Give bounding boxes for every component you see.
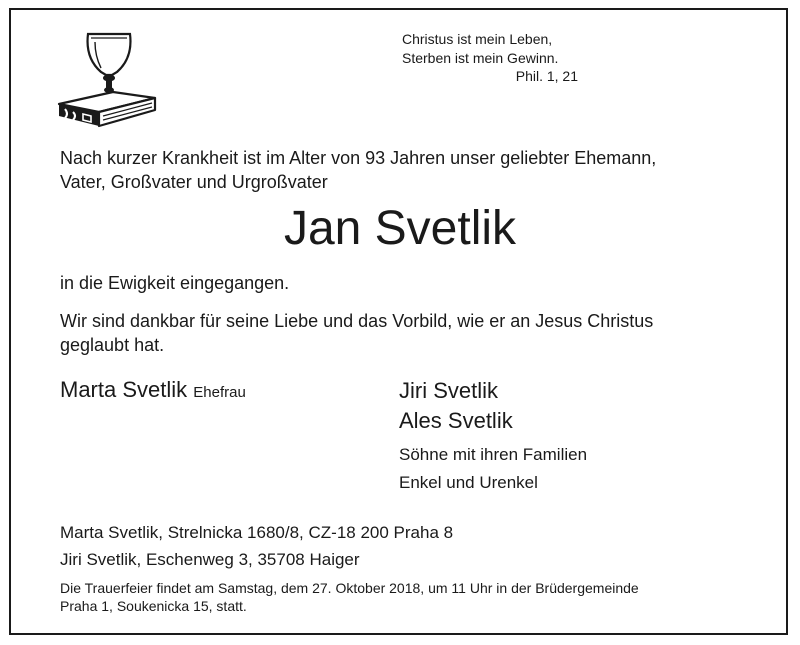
intro-text: [60, 146, 750, 194]
thanks-text: [60, 309, 750, 357]
service-line-1: Die Trauerfeier findet am Samstag, dem 27. Oktober 2018, um 11 Uhr in der Brüdergemeinde: [60, 580, 639, 596]
service-line-2: Praha 1, Soukenicka 15, statt.: [60, 598, 247, 614]
verse-reference: Phil. 1, 21: [515, 68, 578, 84]
funeral-service-info: [60, 579, 750, 615]
son-name-1: Jiri Svetlik: [399, 378, 499, 403]
bible-verse: [402, 30, 558, 68]
wife-role: Ehefrau: [193, 384, 246, 401]
verse-line-2: Sterben ist mein Gewinn.: [402, 50, 559, 66]
intro-line-2: Vater, Großvater und Urgroßvater: [60, 172, 328, 192]
intro-line-1: Nach kurzer Krankheit ist im Alter von 93 Jahren unser geliebter Ehemann,: [60, 148, 657, 168]
mourner-wife: [60, 376, 246, 407]
verse-line-1: Christus ist mein Leben,: [402, 31, 553, 47]
grandchildren: Enkel und Urenkel: [399, 473, 538, 492]
chalice-on-book-icon: [55, 28, 160, 128]
family-roles: [399, 441, 587, 497]
sons-role: Söhne mit ihren Familien: [399, 445, 588, 464]
eternity-text: in die Ewigkeit eingegangen.: [60, 273, 290, 293]
deceased-name: Jan Svetlik: [283, 202, 517, 255]
addresses: [60, 519, 453, 573]
mourner-sons: [399, 376, 513, 436]
thanks-line-2: geglaubt hat.: [60, 335, 165, 355]
son-name-2: Ales Svetlik: [399, 408, 513, 433]
wife-name: Marta Svetlik: [60, 377, 188, 402]
address-line-2: Jiri Svetlik, Eschenweg 3, 35708 Haiger: [60, 550, 360, 569]
thanks-line-1: Wir sind dankbar für seine Liebe und das Vorbild, wie er an Jesus Christus: [60, 311, 654, 331]
address-line-1: Marta Svetlik, Strelnicka 1680/8, CZ-18 200 Praha 8: [60, 523, 454, 542]
